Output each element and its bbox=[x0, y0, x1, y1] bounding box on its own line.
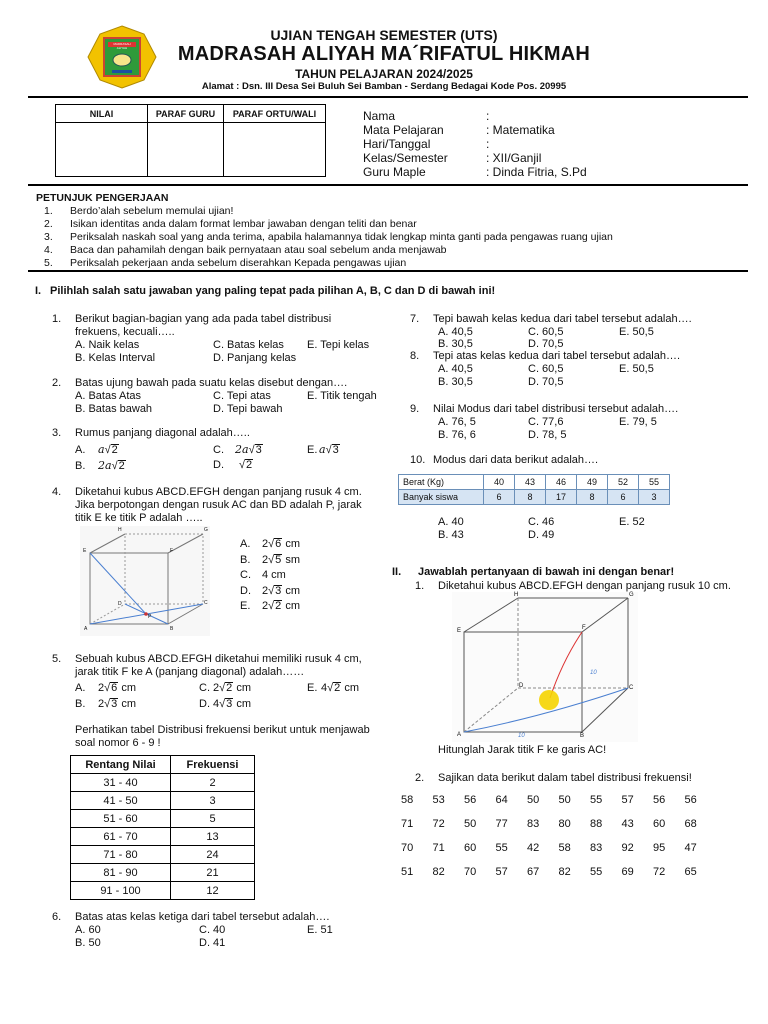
q9-option-e[interactable]: E. 79, 5 bbox=[619, 416, 657, 428]
identity-labels bbox=[363, 109, 448, 179]
q6-option-c[interactable]: C. 40 bbox=[199, 924, 226, 936]
q2-option-a[interactable]: A. Batas Atas bbox=[75, 390, 142, 402]
q3-option-e[interactable]: E. a√3 bbox=[307, 443, 339, 456]
q4-cube-label-b: B bbox=[170, 626, 174, 632]
q8-option-e[interactable]: E. 50,5 bbox=[619, 363, 654, 375]
q8-option-d[interactable]: D. 70,5 bbox=[528, 376, 564, 388]
q4-option-d[interactable]: D. 2√3 cm bbox=[240, 584, 301, 597]
q2-option-c[interactable]: C. Tepi atas bbox=[213, 390, 271, 402]
freq-header-frekuensi: Frekuensi bbox=[171, 756, 255, 774]
q8-option-c[interactable]: C. 60,5 bbox=[528, 363, 564, 375]
sig-header-nilai: NILAI bbox=[56, 105, 148, 123]
section2-heading: II. Jawablah pertanyaan di bawah ini dengan benar! bbox=[392, 566, 675, 578]
freq-table-intro: Perhatikan tabel Distribusi frekuensi berikut untuk menjawab soal nomor 6 - 9 ! bbox=[75, 724, 370, 749]
table-row: 61 - 70 13 bbox=[71, 828, 255, 846]
question-1: 1. Berikut bagian-bagian yang ada pada tabel distribusi frekuens, kecuali….. A. Naik kelas C. Batas kelas E. Tepi kelas B. Kelas Interval D. Panjang kelas bbox=[52, 313, 370, 364]
academic-year: TAHUN PELAJARAN 2024/2025 bbox=[295, 67, 473, 81]
q2-option-b[interactable]: B. Batas bawah bbox=[75, 403, 153, 415]
essay-cube-edge-label: 10 bbox=[590, 670, 597, 676]
table-row: 31 - 40 2 bbox=[71, 774, 255, 792]
identity-divider bbox=[28, 184, 748, 186]
essay-cube-label-e: E bbox=[457, 628, 462, 634]
essay-cube-label-c: C bbox=[629, 685, 634, 691]
q7-option-e[interactable]: E. 50,5 bbox=[619, 326, 654, 338]
school-address: Alamat : Dsn. III Desa Sei Buluh Sei Bamban - Serdang Bedagai Kode Pos. 20995 bbox=[201, 81, 567, 92]
q4-cube-label-c: C bbox=[204, 600, 208, 606]
section1-heading: I. Pilihlah salah satu jawaban yang paling tepat pada pilihan A, B, C dan D di bawah ini! bbox=[35, 285, 496, 297]
q8-option-b[interactable]: B. 30,5 bbox=[438, 376, 473, 388]
q10-option-e[interactable]: E. 52 bbox=[619, 516, 645, 528]
q4-cube-label-d: D bbox=[118, 601, 122, 607]
q6-option-d[interactable]: D. 41 bbox=[199, 937, 226, 949]
sig-header-paraf-guru: PARAF GURU bbox=[148, 105, 224, 123]
essay-cube-label-a: A bbox=[457, 732, 462, 738]
table-row: 81 - 90 21 bbox=[71, 864, 255, 882]
q4-option-b[interactable]: B. 2√5 sm bbox=[240, 553, 301, 566]
q7-option-d[interactable]: D. 70,5 bbox=[528, 338, 564, 350]
instructions-divider bbox=[28, 270, 748, 272]
question-5: 5. Sebuah kubus ABCD.EFGH diketahui memiliki rusuk 4 cm, jarak titik F ke A (panjang diagonal) adalah…… A. 2√6 cm C. 2√2 cm E. 4√2 cm B. 2√3 cm D. 4√3 cm bbox=[52, 653, 362, 710]
frequency-table bbox=[70, 755, 255, 900]
q7-option-b[interactable]: B. 30,5 bbox=[438, 338, 473, 350]
identity-label-hari: Hari/Tanggal bbox=[363, 137, 431, 151]
instruction-item: 4. Baca dan pahamilah dengan baik pernyataan atau soal sebelum anda menjawab bbox=[44, 244, 447, 256]
identity-label-kelas: Kelas/Semester bbox=[363, 151, 448, 165]
sig-cell-paraf-guru[interactable] bbox=[148, 123, 224, 177]
question-10: 10. Modus dari data berikut adalah…. bbox=[410, 454, 599, 466]
identity-values bbox=[486, 109, 587, 179]
q2-option-d[interactable]: D. Tepi bawah bbox=[213, 403, 283, 415]
instruction-item: 2. Isikan identitas anda dalam format lembar jawaban dengan teliti dan benar bbox=[44, 218, 417, 230]
instruction-item: 3. Periksalah naskah soal yang anda terima, apabila halamannya tidak lengkap minta ganti pada pengawas ruang ujian bbox=[44, 231, 613, 243]
q3-option-c[interactable]: C. 2a√3 bbox=[213, 443, 262, 456]
q4-cube-label-g: G bbox=[204, 527, 208, 533]
question-4: 4. Diketahui kubus ABCD.EFGH dengan panjang rusuk 4 cm. Jika berpotongan dengan rusuk AC dan BD adalah P, jarak titik E ke titik P adalah ….. bbox=[52, 486, 362, 524]
identity-value-guru: : Dinda Fitria, S.Pd bbox=[486, 165, 587, 179]
q10-option-c[interactable]: C. 46 bbox=[528, 516, 555, 528]
essay-question-2: 2. Sajikan data berikut dalam tabel distribusi frekuensi! bbox=[415, 772, 692, 784]
q2-option-e[interactable]: E. Titik tengah bbox=[307, 390, 377, 402]
q1-option-b[interactable]: B. Kelas Interval bbox=[75, 352, 156, 364]
table-row: 58 53 56 64 50 50 55 57 56 56 bbox=[401, 794, 697, 806]
q10-option-a[interactable]: A. 40 bbox=[438, 516, 464, 528]
exam-title: UJIAN TENGAH SEMESTER (UTS) bbox=[270, 27, 498, 43]
q5-option-d[interactable]: D. 4√3 cm bbox=[199, 698, 252, 710]
essay-data-table bbox=[401, 788, 716, 884]
q5-option-b[interactable]: B. 2√3 cm bbox=[75, 698, 137, 710]
q8-option-a[interactable]: A. 40,5 bbox=[438, 363, 473, 375]
sig-cell-nilai[interactable] bbox=[56, 123, 148, 177]
q3-option-d[interactable]: D. √2 bbox=[213, 459, 253, 471]
q4-option-a[interactable]: A. 2√6 cm bbox=[240, 538, 301, 550]
table-row: 51 82 70 57 67 82 55 69 72 65 bbox=[401, 866, 697, 878]
header-divider bbox=[28, 96, 748, 98]
essay-cube-edge-label: 10 bbox=[518, 733, 525, 739]
q4-cube-label-h: H bbox=[118, 527, 122, 533]
instruction-item: 1. Berdo’alah sebelum memulai ujian! bbox=[44, 205, 234, 217]
q5-option-a[interactable]: A. 2√6 cm bbox=[75, 682, 137, 694]
essay-cube-label-f: F bbox=[582, 625, 586, 631]
q1-option-c[interactable]: C. Batas kelas bbox=[213, 339, 284, 351]
q7-option-a[interactable]: A. 40,5 bbox=[438, 326, 473, 338]
q5-option-e[interactable]: E. 4√2 cm bbox=[307, 682, 360, 694]
q4-cube-label-a: A bbox=[84, 626, 88, 632]
essay-cube-label-h: H bbox=[514, 592, 519, 598]
question-3: 3. Rumus panjang diagonal adalah….. A. a√2 C. 2a√3 E. a√3 B. 2a√2 D. √2 bbox=[52, 427, 339, 472]
sig-cell-paraf-ortu[interactable] bbox=[224, 123, 326, 177]
q1-option-e[interactable]: E. Tepi kelas bbox=[307, 339, 370, 351]
q9-option-c[interactable]: C. 77,6 bbox=[528, 416, 564, 428]
q5-option-c[interactable]: C. 2√2 cm bbox=[199, 682, 252, 694]
q9-option-a[interactable]: A. 76, 5 bbox=[438, 416, 476, 428]
identity-value-nama[interactable]: : bbox=[486, 109, 490, 123]
question-7: 7. Tepi bawah kelas kedua dari tabel tersebut adalah…. A. 40,5 C. 60,5 E. 50,5 B. 30,5 D. 70,5 bbox=[410, 313, 692, 350]
q6-option-e[interactable]: E. 51 bbox=[307, 924, 333, 936]
sig-header-paraf-ortu: PARAF ORTU/WALI bbox=[224, 105, 326, 123]
table-row: 91 - 100 12 bbox=[71, 882, 255, 900]
q10-data-table: Berat (Kg) 40 43 46 49 52 55 Banyak siswa 6 8 17 8 6 3 bbox=[398, 474, 670, 505]
instructions-title: PETUNJUK PENGERJAAN bbox=[36, 192, 169, 204]
table-row: 70 71 60 55 42 58 83 92 95 47 bbox=[401, 842, 697, 854]
q4-cube-label-f: F bbox=[170, 548, 174, 554]
identity-value-hari[interactable]: : bbox=[486, 137, 490, 151]
identity-label-mapel: Mata Pelajaran bbox=[363, 123, 444, 137]
instruction-item: 5. Periksalah pekerjaan anda sebelum diserahkan Kepada pengawas ujian bbox=[44, 257, 407, 269]
q7-option-c[interactable]: C. 60,5 bbox=[528, 326, 564, 338]
question-9: 9. Nilai Modus dari tabel distribusi tersebut adalah…. A. 76, 5 C. 77,6 E. 79, 5 B. 76, 6 D. 78, 5 bbox=[410, 403, 679, 441]
q4-cube-figure bbox=[80, 526, 210, 636]
question-6: 6. Batas atas kelas ketiga dari tabel tersebut adalah…. A. 60 C. 40 E. 51 B. 50 D. 41 bbox=[52, 911, 333, 949]
q6-option-a[interactable]: A. 60 bbox=[75, 924, 101, 936]
q10-option-d[interactable]: D. 49 bbox=[528, 529, 555, 541]
essay-cube-label-g: G bbox=[629, 592, 634, 598]
question-8: 8. Tepi atas kelas kedua dari tabel tersebut adalah…. A. 40,5 C. 60,5 E. 50,5 B. 30,5 D. 70,5 bbox=[410, 350, 681, 388]
essay-cube-label-b: B bbox=[580, 733, 585, 739]
school-name: MADRASAH ALIYAH MA´RIFATUL HIKMAH bbox=[177, 43, 591, 65]
q4-option-c[interactable]: C. 4 cm bbox=[240, 569, 286, 581]
essay-cube-figure bbox=[452, 592, 638, 742]
q9-option-b[interactable]: B. 76, 6 bbox=[438, 429, 476, 441]
q4-cube-label-e: E bbox=[83, 548, 87, 554]
instructions-list bbox=[44, 205, 613, 270]
question-2: 2. Batas ujung bawah pada suatu kelas disebut dengan…. A. Batas Atas C. Tepi atas E. Titik tengah B. Batas bawah D. Tepi bawah bbox=[52, 377, 377, 415]
q4-option-e[interactable]: E. 2√2 cm bbox=[240, 600, 301, 612]
q6-option-b[interactable]: B. 50 bbox=[75, 937, 101, 949]
q3-option-a[interactable]: A. a√2 bbox=[75, 443, 118, 456]
q1-option-d[interactable]: D. Panjang kelas bbox=[213, 352, 297, 364]
logo-text: MADRASAH ALIYAH bbox=[113, 42, 131, 50]
essay-cube-label-d: D bbox=[519, 683, 524, 689]
essay-question-1-sub: Hitunglah Jarak titik F ke garis AC! bbox=[438, 744, 607, 756]
signature-table bbox=[55, 104, 326, 177]
table-row: 71 72 50 77 83 80 88 43 60 68 bbox=[401, 818, 697, 830]
identity-value-kelas: : XII/Ganjil bbox=[486, 151, 542, 165]
q3-option-b[interactable]: B. 2a√2 bbox=[75, 459, 125, 472]
identity-label-nama: Nama bbox=[363, 109, 396, 123]
table-row: 41 - 50 3 bbox=[71, 792, 255, 810]
identity-value-mapel: : Matematika bbox=[486, 123, 555, 137]
freq-header-rentang: Rentang Nilai bbox=[71, 756, 171, 774]
table-row: 51 - 60 5 bbox=[71, 810, 255, 828]
essay-question-1: 1. Diketahui kubus ABCD.EFGH dengan panjang rusuk 10 cm. bbox=[415, 580, 731, 592]
q4-cube-label-p: P bbox=[148, 614, 152, 620]
q9-option-d[interactable]: D. 78, 5 bbox=[528, 429, 567, 441]
q10-options bbox=[438, 516, 738, 542]
identity-label-guru: Guru Maple bbox=[363, 165, 426, 179]
q1-option-a[interactable]: A. Naik kelas bbox=[75, 339, 140, 351]
q4-options bbox=[240, 538, 300, 616]
table-row: 71 - 80 24 bbox=[71, 846, 255, 864]
q10-option-b[interactable]: B. 43 bbox=[438, 529, 464, 541]
